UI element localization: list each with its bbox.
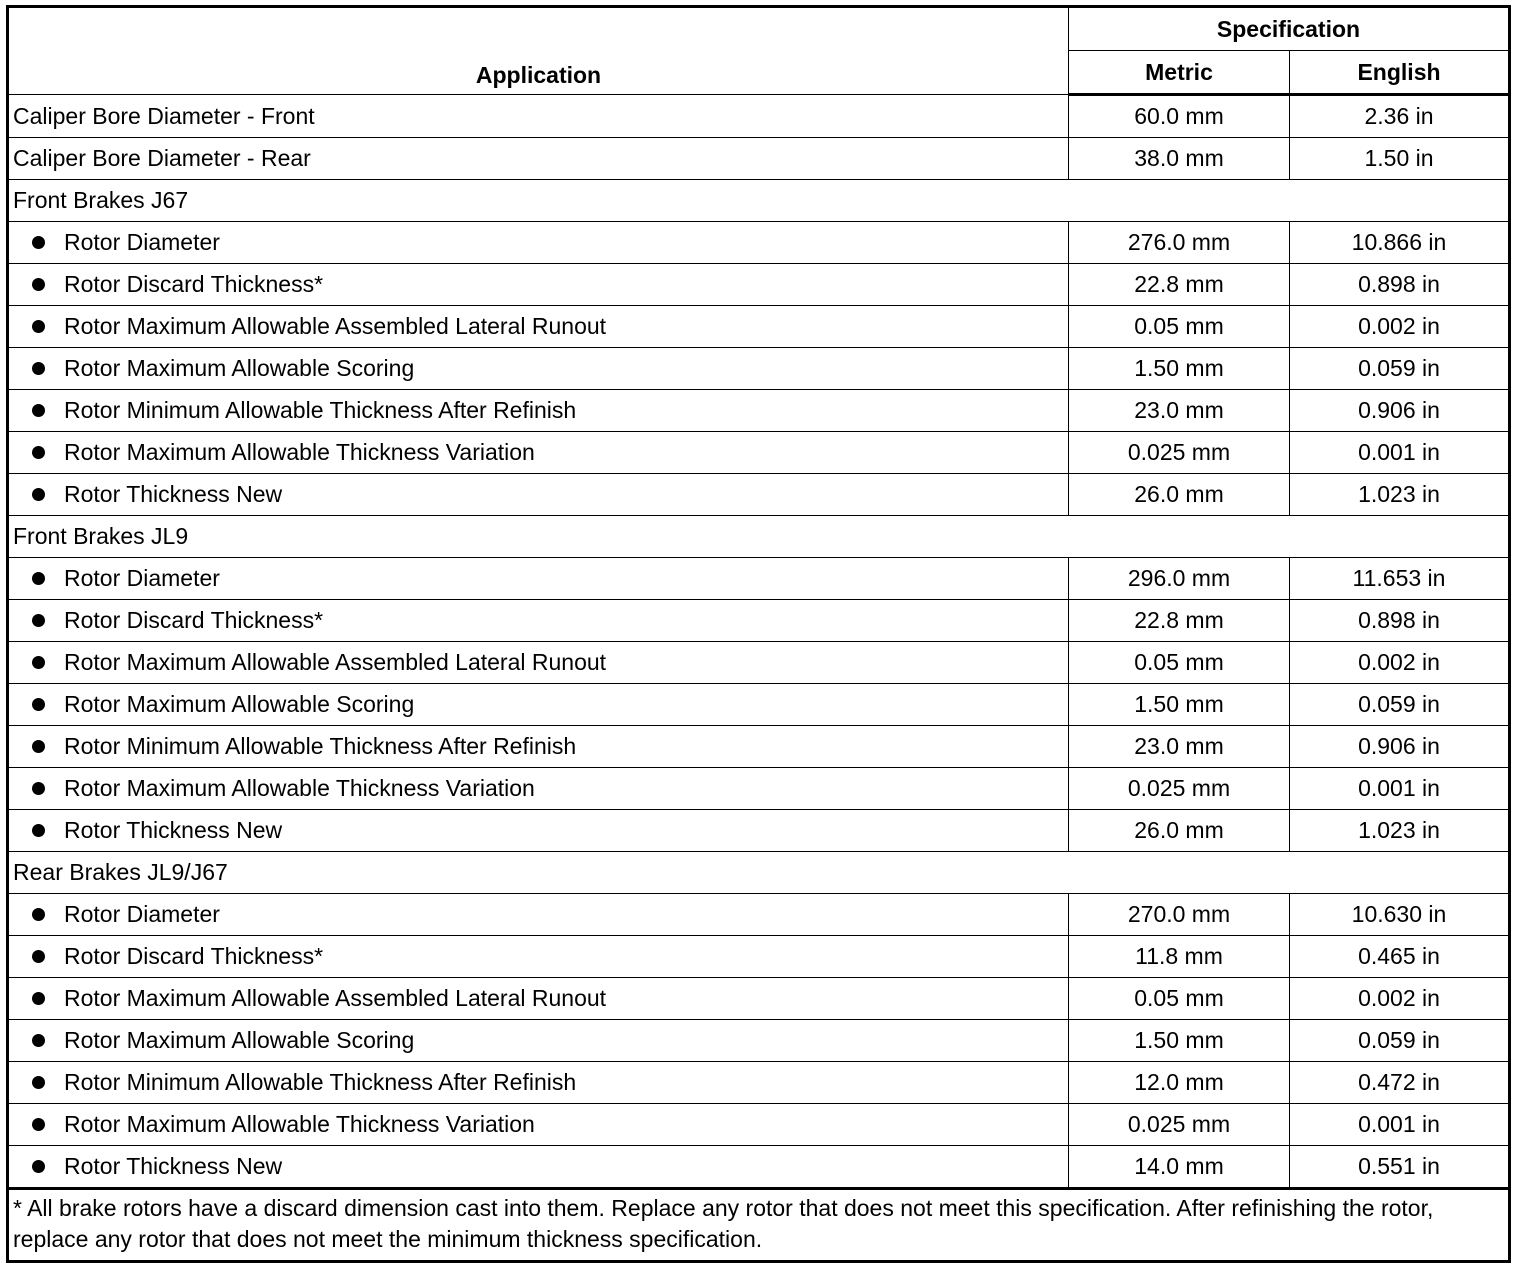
table-row [8, 348, 1510, 390]
application-cell [8, 684, 1069, 726]
group-heading: Front Brakes J67 [8, 180, 1510, 222]
table-row [8, 558, 1510, 600]
table-row [8, 95, 1510, 138]
application-label: Rotor Discard Thickness* [64, 271, 324, 297]
metric-cell: 1.50 mm [1069, 684, 1290, 726]
bullet-icon [32, 656, 45, 669]
application-cell [8, 390, 1069, 432]
english-cell: 0.059 in [1290, 1020, 1510, 1062]
application-cell [8, 1020, 1069, 1062]
application-label: Rotor Thickness New [64, 481, 283, 507]
english-cell: 0.551 in [1290, 1146, 1510, 1189]
bullet-icon [32, 1118, 45, 1131]
english-cell: 0.465 in [1290, 936, 1510, 978]
metric-cell: 0.025 mm [1069, 432, 1290, 474]
table-row [8, 768, 1510, 810]
bullet-icon [32, 782, 45, 795]
bullet-icon [32, 740, 45, 753]
metric-cell: 11.8 mm [1069, 936, 1290, 978]
application-cell [8, 348, 1069, 390]
bullet-icon [32, 446, 45, 459]
application-cell [8, 726, 1069, 768]
application-cell: Caliper Bore Diameter - Front [8, 95, 1069, 138]
bullet-icon [32, 320, 45, 333]
bullet-icon [32, 1160, 45, 1173]
metric-cell: 0.05 mm [1069, 978, 1290, 1020]
english-cell: 0.001 in [1290, 432, 1510, 474]
table-row [8, 474, 1510, 516]
english-cell: 1.023 in [1290, 810, 1510, 852]
metric-cell: 26.0 mm [1069, 474, 1290, 516]
table-row [8, 726, 1510, 768]
metric-cell: 12.0 mm [1069, 1062, 1290, 1104]
application-header: Application [8, 7, 1069, 95]
metric-cell: 22.8 mm [1069, 264, 1290, 306]
application-label: Rotor Maximum Allowable Assembled Lateral Runout [64, 313, 607, 339]
metric-cell: 60.0 mm [1069, 95, 1290, 138]
english-cell: 0.898 in [1290, 600, 1510, 642]
application-label: Rotor Minimum Allowable Thickness After Refinish [64, 733, 577, 759]
table-header [8, 7, 1510, 95]
application-cell [8, 222, 1069, 264]
table-row [8, 936, 1510, 978]
metric-cell: 1.50 mm [1069, 348, 1290, 390]
metric-cell: 270.0 mm [1069, 894, 1290, 936]
bullet-icon [32, 992, 45, 1005]
application-label: Rotor Maximum Allowable Thickness Variation [64, 1111, 535, 1137]
english-cell: 0.059 in [1290, 348, 1510, 390]
english-cell: 0.059 in [1290, 684, 1510, 726]
disc-brake-spec-table [6, 5, 1511, 1263]
application-cell [8, 642, 1069, 684]
application-cell [8, 432, 1069, 474]
bullet-icon [32, 698, 45, 711]
metric-cell: 0.05 mm [1069, 642, 1290, 684]
application-cell [8, 474, 1069, 516]
application-cell [8, 264, 1069, 306]
application-cell [8, 306, 1069, 348]
table-body [8, 95, 1510, 1189]
english-cell: 1.50 in [1290, 138, 1510, 180]
metric-cell: 23.0 mm [1069, 726, 1290, 768]
application-cell [8, 558, 1069, 600]
application-label: Rotor Minimum Allowable Thickness After Refinish [64, 397, 577, 423]
application-label: Rotor Discard Thickness* [64, 943, 324, 969]
bullet-icon [32, 404, 45, 417]
table-row [8, 264, 1510, 306]
application-cell [8, 978, 1069, 1020]
table-row [8, 432, 1510, 474]
english-cell: 2.36 in [1290, 95, 1510, 138]
table-row [8, 1062, 1510, 1104]
metric-cell: 1.50 mm [1069, 1020, 1290, 1062]
application-label: Rotor Discard Thickness* [64, 607, 324, 633]
application-label: Rotor Maximum Allowable Scoring [64, 691, 415, 717]
group-heading: Rear Brakes JL9/J67 [8, 852, 1510, 894]
bullet-icon [32, 824, 45, 837]
application-label: Rotor Maximum Allowable Thickness Variation [64, 775, 535, 801]
metric-cell: 0.025 mm [1069, 768, 1290, 810]
table-row [8, 1020, 1510, 1062]
specification-header: Specification [1069, 7, 1510, 51]
application-cell [8, 936, 1069, 978]
english-cell: 0.898 in [1290, 264, 1510, 306]
english-cell: 0.002 in [1290, 978, 1510, 1020]
table-row [8, 222, 1510, 264]
application-cell [8, 768, 1069, 810]
metric-cell: 14.0 mm [1069, 1146, 1290, 1189]
metric-cell: 23.0 mm [1069, 390, 1290, 432]
bullet-icon [32, 488, 45, 501]
metric-cell: 38.0 mm [1069, 138, 1290, 180]
footnote: * All brake rotors have a discard dimension cast into them. Replace any rotor that does not meet this specification. After refinishing the rotor, replace any rotor that does not meet the minimum thickness specification. [8, 1189, 1510, 1262]
english-cell: 0.906 in [1290, 726, 1510, 768]
application-cell [8, 1062, 1069, 1104]
application-label: Rotor Maximum Allowable Scoring [64, 1027, 415, 1053]
bullet-icon [32, 950, 45, 963]
group-heading-row [8, 516, 1510, 558]
metric-cell: 296.0 mm [1069, 558, 1290, 600]
bullet-icon [32, 278, 45, 291]
bullet-icon [32, 236, 45, 249]
application-cell [8, 600, 1069, 642]
table-row [8, 306, 1510, 348]
application-cell [8, 1104, 1069, 1146]
english-header: English [1290, 51, 1510, 95]
english-cell: 0.001 in [1290, 1104, 1510, 1146]
metric-cell: 0.05 mm [1069, 306, 1290, 348]
metric-cell: 26.0 mm [1069, 810, 1290, 852]
bullet-icon [32, 1034, 45, 1047]
application-label: Rotor Maximum Allowable Assembled Lateral Runout [64, 649, 607, 675]
group-heading-row [8, 180, 1510, 222]
english-cell: 0.906 in [1290, 390, 1510, 432]
metric-cell: 0.025 mm [1069, 1104, 1290, 1146]
table-row [8, 138, 1510, 180]
english-cell: 0.001 in [1290, 768, 1510, 810]
table-row [8, 978, 1510, 1020]
application-cell: Caliper Bore Diameter - Rear [8, 138, 1069, 180]
application-label: Rotor Minimum Allowable Thickness After Refinish [64, 1069, 577, 1095]
application-label: Rotor Diameter [64, 901, 220, 927]
table-row [8, 684, 1510, 726]
application-label: Rotor Maximum Allowable Thickness Variation [64, 439, 535, 465]
english-cell: 11.653 in [1290, 558, 1510, 600]
application-cell [8, 1146, 1069, 1189]
metric-header: Metric [1069, 51, 1290, 95]
english-cell: 0.472 in [1290, 1062, 1510, 1104]
table-row [8, 810, 1510, 852]
application-label: Rotor Maximum Allowable Assembled Lateral Runout [64, 985, 607, 1011]
bullet-icon [32, 362, 45, 375]
table-row [8, 1104, 1510, 1146]
bullet-icon [32, 908, 45, 921]
group-heading-row [8, 852, 1510, 894]
metric-cell: 22.8 mm [1069, 600, 1290, 642]
bullet-icon [32, 572, 45, 585]
application-label: Rotor Diameter [64, 229, 220, 255]
english-cell: 0.002 in [1290, 642, 1510, 684]
english-cell: 10.630 in [1290, 894, 1510, 936]
metric-cell: 276.0 mm [1069, 222, 1290, 264]
application-label: Rotor Thickness New [64, 817, 283, 843]
english-cell: 0.002 in [1290, 306, 1510, 348]
english-cell: 10.866 in [1290, 222, 1510, 264]
table-row [8, 1146, 1510, 1189]
table-row [8, 894, 1510, 936]
bullet-icon [32, 614, 45, 627]
table-row [8, 390, 1510, 432]
application-cell [8, 810, 1069, 852]
table-row [8, 642, 1510, 684]
application-label: Rotor Thickness New [64, 1153, 283, 1179]
application-cell [8, 894, 1069, 936]
group-heading: Front Brakes JL9 [8, 516, 1510, 558]
application-label: Rotor Diameter [64, 565, 220, 591]
table-row [8, 600, 1510, 642]
application-label: Rotor Maximum Allowable Scoring [64, 355, 415, 381]
english-cell: 1.023 in [1290, 474, 1510, 516]
bullet-icon [32, 1076, 45, 1089]
